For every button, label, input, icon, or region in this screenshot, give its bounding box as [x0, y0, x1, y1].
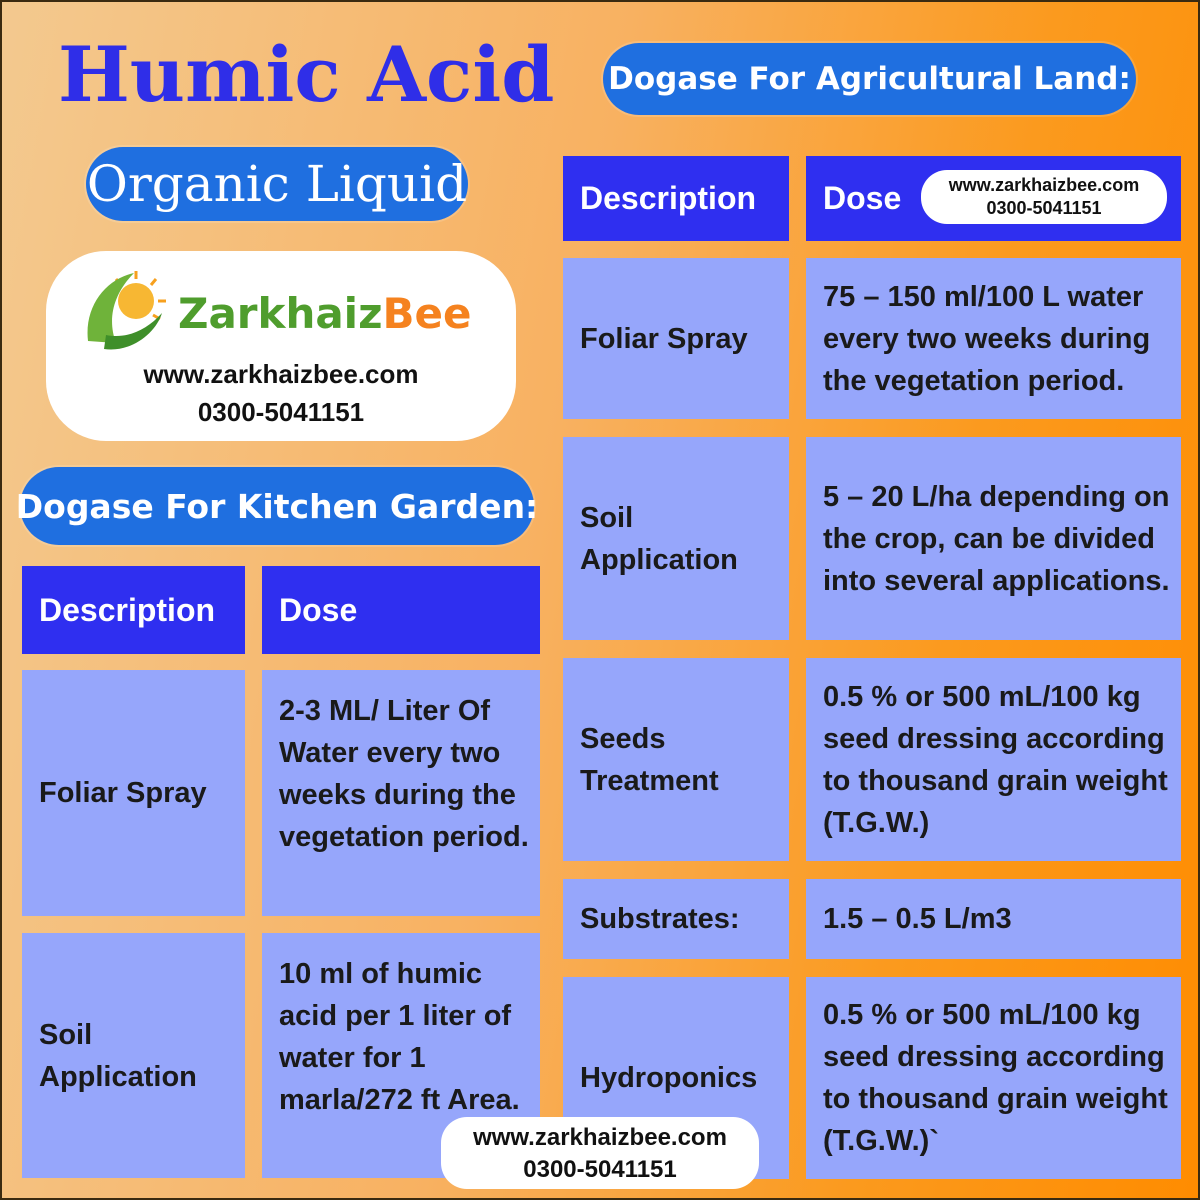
leaf-sun-logo-icon	[76, 261, 176, 361]
kg-row-description: Foliar Spray	[22, 670, 245, 916]
ag-row-description: Substrates:	[563, 879, 789, 959]
ag-row-description: Hydroponics	[563, 977, 789, 1179]
kg-row-description: Soil Application	[22, 933, 245, 1178]
ag-row-description: Seeds Treatment	[563, 658, 789, 861]
ag-row-description: Soil Application	[563, 437, 789, 640]
ag-header-description: Description	[563, 156, 789, 241]
logo-phone: 0300-5041151	[197, 397, 365, 427]
logo-card	[46, 251, 516, 441]
kg-header-description: Description	[22, 566, 245, 654]
brand-name-main: Zarkhaiz	[178, 289, 383, 338]
ag-row-dose: 0.5 % or 500 mL/100 kg seed dressing according to thousand grain weight (T.G.W.)	[806, 658, 1181, 861]
ag-row-dose: 1.5 – 0.5 L/m3	[806, 879, 1181, 959]
agricultural-land-heading: Dogase For Agricultural Land:	[603, 43, 1136, 115]
header-badge-website[interactable]: www.zarkhaizbee.com	[948, 175, 1140, 195]
logo-website[interactable]: www.zarkhaizbee.com	[143, 359, 419, 389]
header-badge-phone: 0300-5041151	[986, 198, 1102, 218]
footer-badge-phone: 0300-5041151	[523, 1156, 677, 1183]
kg-row-dose: 10 ml of humic acid per 1 liter of water for 1 marla/272 ft Area.	[262, 933, 540, 1178]
kg-header-dose: Dose	[262, 566, 540, 654]
footer-contact-badge	[441, 1117, 759, 1189]
ag-header-dose: Dose	[806, 156, 1181, 241]
ag-row-dose: 5 – 20 L/ha depending on the crop, can be divided into several applications.	[806, 437, 1181, 640]
kg-row-dose: 2-3 ML/ Liter Of Water every two weeks during the vegetation period.	[262, 670, 540, 916]
footer-badge-website[interactable]: www.zarkhaizbee.com	[473, 1124, 727, 1151]
ag-row-dose: 75 – 150 ml/100 L water every two weeks during the vegetation period.	[806, 258, 1181, 419]
brand-name	[178, 289, 472, 338]
brand-name-bee: Bee	[382, 289, 472, 338]
ag-row-dose: 0.5 % or 500 mL/100 kg seed dressing according to thousand grain weight (T.G.W.)`	[806, 977, 1181, 1179]
page-title: Humic Acid	[58, 30, 555, 119]
subtitle-pill: Organic Liquid	[86, 147, 468, 221]
ag-row-description: Foliar Spray	[563, 258, 789, 419]
header-contact-badge	[921, 170, 1167, 224]
kitchen-garden-heading: Dogase For Kitchen Garden:	[20, 467, 534, 545]
